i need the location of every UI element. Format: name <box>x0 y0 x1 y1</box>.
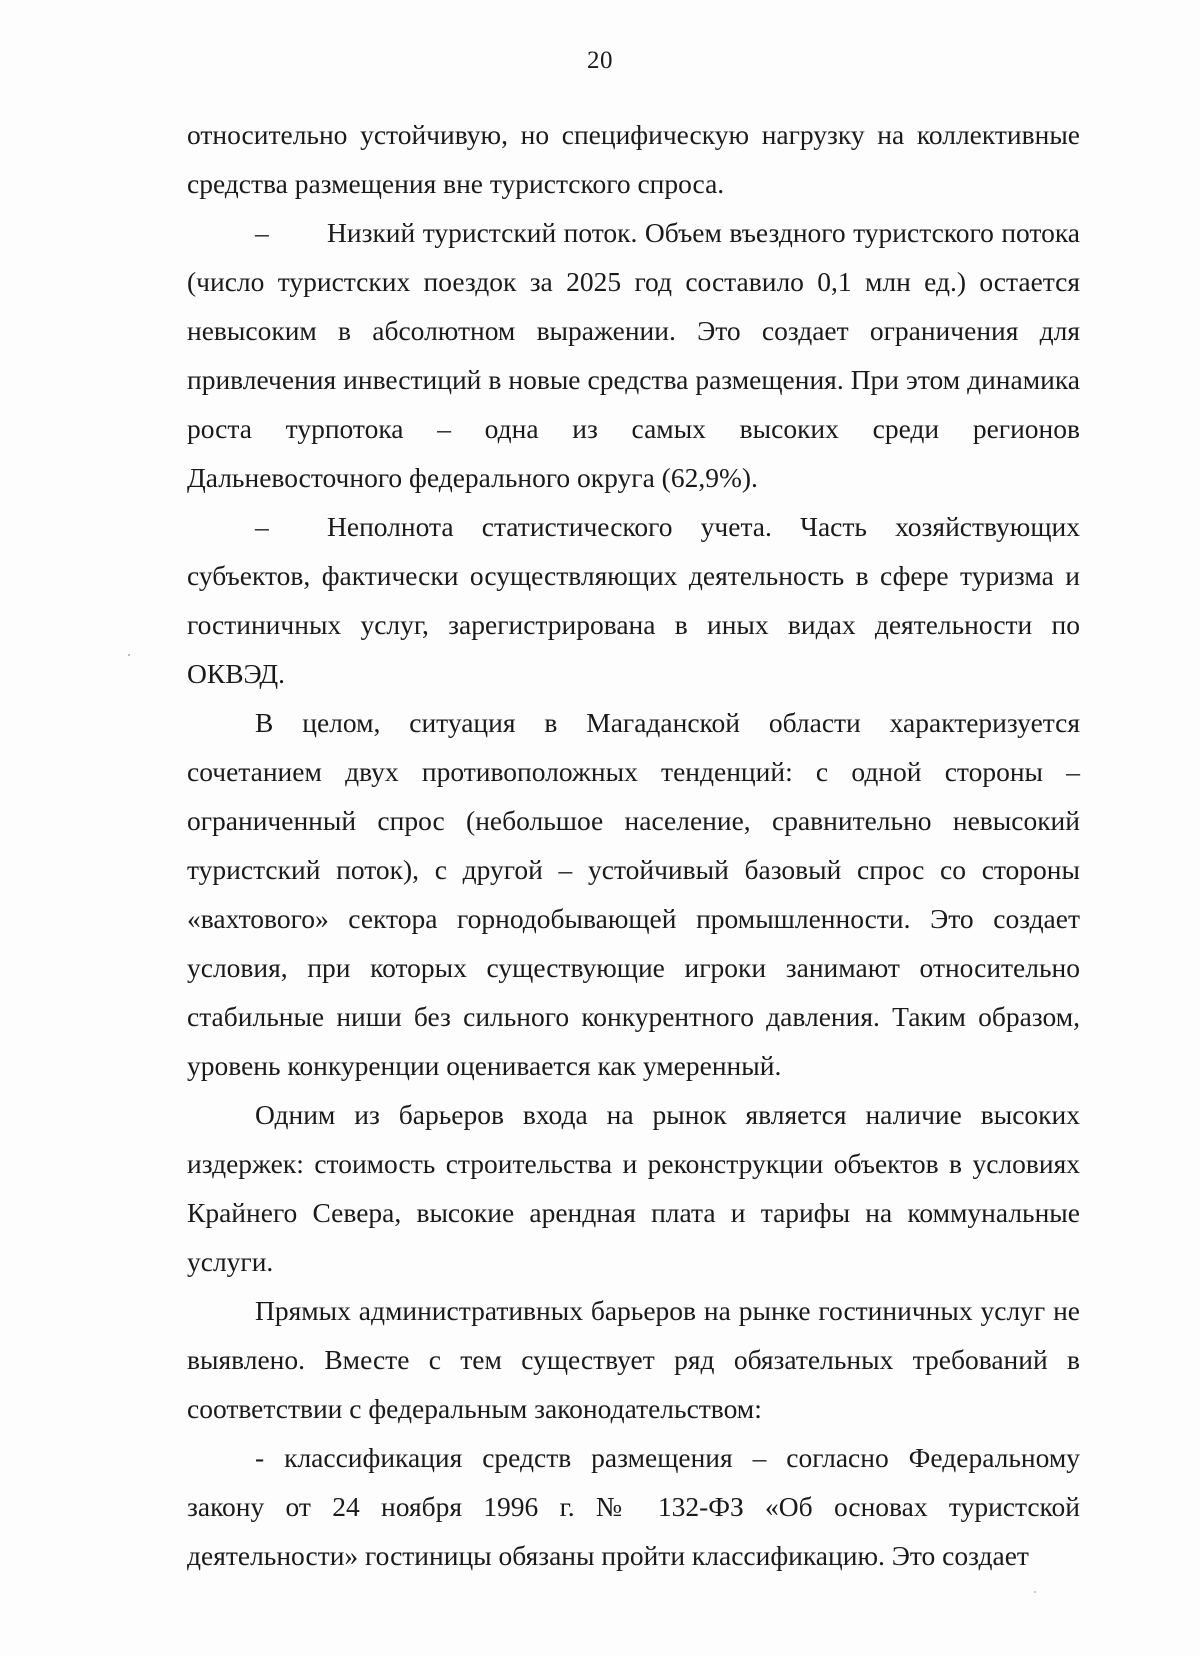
dash-marker: – <box>255 217 269 248</box>
scan-speck <box>1034 1591 1036 1593</box>
paragraph-entry-barriers <box>187 1090 1080 1286</box>
paragraph-text: Неполнота статистического учета. Часть хозяйствующих субъектов, фактически осуществляющих деятельность в сфере туризма и гостиничных услуг, зарегистрирована в иных видах деятельности по ОКВЭД. <box>187 511 1080 689</box>
paragraph-text: относительно устойчивую, но специфическую нагрузку на коллективные средства размещения вне туристского спроса. <box>187 119 1080 199</box>
paragraph-continuation <box>187 110 1080 208</box>
scan-speck <box>128 654 130 656</box>
paragraph-text: Одним из барьеров входа на рынок является наличие высоких издержек: стоимость строительства и реконструкции объектов в условиях Крайнего Севера, высокие арендная плата и тарифы на коммунальные услуги. <box>187 1099 1080 1277</box>
paragraph-overall-situation <box>187 698 1080 1090</box>
paragraph-text: Прямых административных барьеров на рынке гостиничных услуг не выявлено. Вместе с тем существует ряд обязательных требований в соответствии с федеральным законодательством: <box>187 1295 1080 1424</box>
paragraph-text: - классификация средств размещения – согласно Федеральному закону от 24 ноября 1996 г. № 132-ФЗ «Об основах туристской деятельности» гостиницы обязаны пройти классификацию. Это создает <box>187 1442 1080 1571</box>
paragraph-text: Низкий туристский поток. Объем въездного туристского потока (число туристских поездок за 2025 год составило 0,1 млн ед.) остается невысоким в абсолютном выражении. Это создает ограничения для привлечения инвестиций в новые средства размещения. При этом динамика роста турпотока – одна из самых высоких среди регионов Дальневосточного федерального округа (62,9%). <box>187 217 1080 493</box>
paragraph-administrative-barriers <box>187 1286 1080 1433</box>
list-item-low-tourist-flow <box>187 208 1080 502</box>
list-item-incomplete-statistics <box>187 502 1080 698</box>
paragraph-text: В целом, ситуация в Магаданской области характеризуется сочетанием двух противоположных тенденций: с одной стороны – ограниченный спрос (небольшое население, сравнительно невысокий туристский поток), с другой – устойчивый базовый спрос со стороны «вахтового» сектора горнодобывающей промышленности. Это создает условия, при которых существующие игроки занимают относительно стабильные ниши без сильного конкурентного давления. Таким образом, уровень конкуренции оценивается как умеренный. <box>187 707 1080 1081</box>
document-body <box>187 110 1080 1580</box>
paragraph-classification-requirement <box>187 1433 1080 1580</box>
dash-marker: – <box>255 511 269 542</box>
page-number: 20 <box>587 47 613 74</box>
